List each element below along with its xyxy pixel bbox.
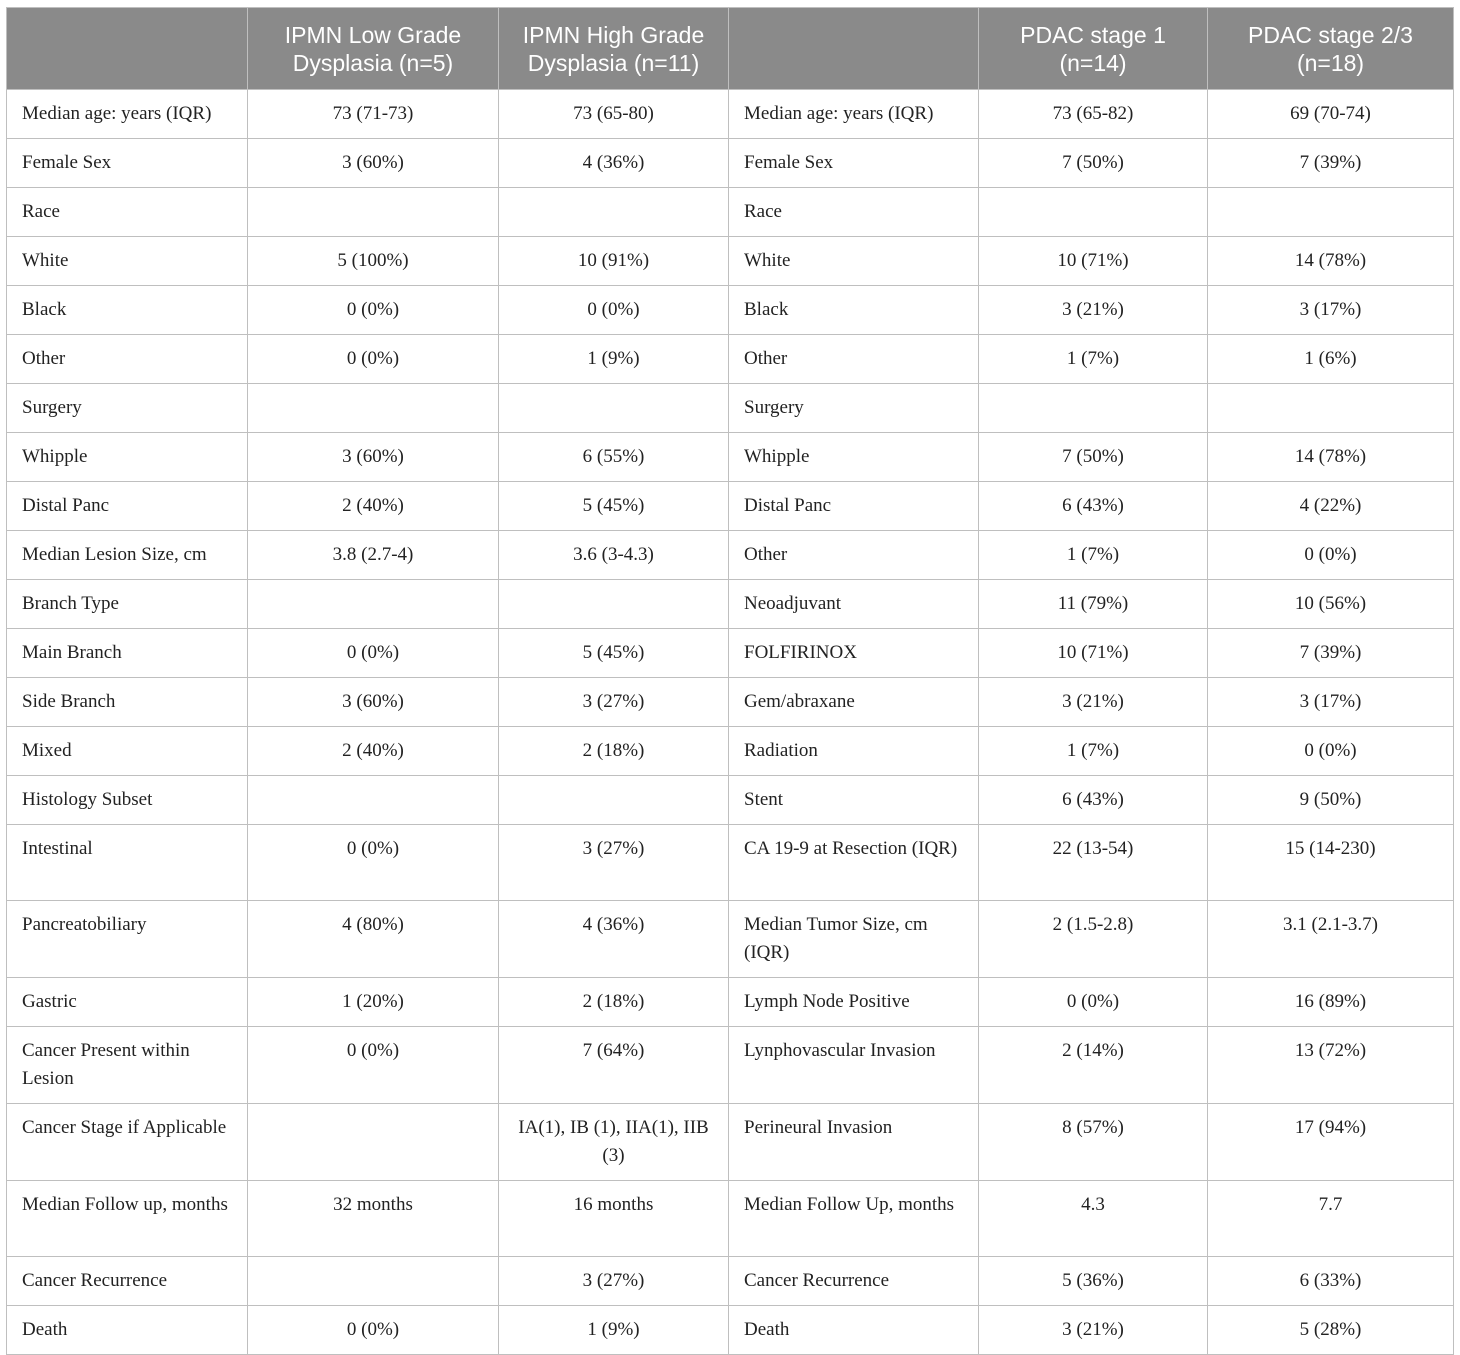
cell-ipmn-low-grade-value: 5 (100%) (248, 237, 499, 286)
table-row (7, 531, 1454, 580)
cell-ipmn-low-grade-value: 0 (0%) (248, 1027, 499, 1104)
header-ipmn-low-grade: IPMN Low Grade Dysplasia (n=5) (248, 8, 499, 90)
cell-ipmn-label: Cancer Stage if Applicable (7, 1104, 248, 1181)
cell-ipmn-label: Whipple (7, 433, 248, 482)
table-row (7, 978, 1454, 1027)
cell-pdac-stage-1-value: 1 (7%) (979, 531, 1208, 580)
table-row (7, 825, 1454, 901)
cell-ipmn-low-grade-value (248, 188, 499, 237)
cell-ipmn-high-grade-value: 5 (45%) (499, 482, 729, 531)
cell-pdac-stage-2-3-value (1208, 384, 1454, 433)
cell-pdac-stage-2-3-value: 5 (28%) (1208, 1306, 1454, 1355)
cell-ipmn-high-grade-value: 4 (36%) (499, 139, 729, 188)
cell-pdac-stage-1-value: 0 (0%) (979, 978, 1208, 1027)
cell-ipmn-high-grade-value: IA(1), IB (1), IIA(1), IIB (3) (499, 1104, 729, 1181)
table-row (7, 1104, 1454, 1181)
cell-ipmn-high-grade-value: 2 (18%) (499, 978, 729, 1027)
table-row (7, 1181, 1454, 1257)
cell-ipmn-low-grade-value: 0 (0%) (248, 629, 499, 678)
cell-ipmn-label: Main Branch (7, 629, 248, 678)
cell-ipmn-low-grade-value: 73 (71-73) (248, 90, 499, 139)
cell-pdac-stage-1-value: 6 (43%) (979, 482, 1208, 531)
cell-pdac-label: FOLFIRINOX (729, 629, 979, 678)
cell-ipmn-label: Surgery (7, 384, 248, 433)
table-row (7, 286, 1454, 335)
cell-pdac-label: Neoadjuvant (729, 580, 979, 629)
cell-ipmn-high-grade-value: 0 (0%) (499, 286, 729, 335)
cell-pdac-label: Lymph Node Positive (729, 978, 979, 1027)
cell-pdac-stage-1-value: 73 (65-82) (979, 90, 1208, 139)
cell-ipmn-high-grade-value: 10 (91%) (499, 237, 729, 286)
cell-ipmn-label: Intestinal (7, 825, 248, 901)
cell-ipmn-low-grade-value: 0 (0%) (248, 825, 499, 901)
cell-ipmn-low-grade-value: 3 (60%) (248, 139, 499, 188)
cell-ipmn-label: Distal Panc (7, 482, 248, 531)
table-row (7, 1027, 1454, 1104)
cell-pdac-label: Other (729, 531, 979, 580)
header-blank-left (7, 8, 248, 90)
table-body (7, 90, 1454, 1355)
table-row (7, 139, 1454, 188)
cell-pdac-label: White (729, 237, 979, 286)
cell-ipmn-label: White (7, 237, 248, 286)
cell-pdac-stage-2-3-value: 13 (72%) (1208, 1027, 1454, 1104)
cell-pdac-label: Cancer Recurrence (729, 1257, 979, 1306)
header-pdac-stage-2-3: PDAC stage 2/3 (n=18) (1208, 8, 1454, 90)
cell-pdac-stage-1-value: 7 (50%) (979, 433, 1208, 482)
cell-pdac-stage-1-value: 2 (14%) (979, 1027, 1208, 1104)
cell-pdac-stage-2-3-value: 17 (94%) (1208, 1104, 1454, 1181)
cell-pdac-stage-2-3-value (1208, 188, 1454, 237)
cell-ipmn-low-grade-value (248, 580, 499, 629)
cell-pdac-label: Black (729, 286, 979, 335)
cell-pdac-stage-2-3-value: 7 (39%) (1208, 139, 1454, 188)
cell-ipmn-label: Median Follow up, months (7, 1181, 248, 1257)
cell-ipmn-low-grade-value: 1 (20%) (248, 978, 499, 1027)
cell-ipmn-high-grade-value: 3.6 (3-4.3) (499, 531, 729, 580)
cell-pdac-stage-1-value: 2 (1.5-2.8) (979, 901, 1208, 978)
cell-ipmn-label: Black (7, 286, 248, 335)
cell-pdac-stage-1-value: 7 (50%) (979, 139, 1208, 188)
table-row (7, 1257, 1454, 1306)
cell-ipmn-high-grade-value: 4 (36%) (499, 901, 729, 978)
cell-ipmn-low-grade-value: 3.8 (2.7-4) (248, 531, 499, 580)
cell-pdac-label: CA 19-9 at Resection (IQR) (729, 825, 979, 901)
cell-pdac-stage-2-3-value: 7 (39%) (1208, 629, 1454, 678)
cell-ipmn-high-grade-value: 3 (27%) (499, 678, 729, 727)
cell-ipmn-label: Median Lesion Size, cm (7, 531, 248, 580)
cell-ipmn-high-grade-value: 3 (27%) (499, 1257, 729, 1306)
characteristics-table (6, 7, 1454, 1355)
cell-ipmn-low-grade-value (248, 1104, 499, 1181)
cell-ipmn-high-grade-value: 16 months (499, 1181, 729, 1257)
table-row (7, 482, 1454, 531)
cell-pdac-stage-2-3-value: 14 (78%) (1208, 433, 1454, 482)
cell-ipmn-high-grade-value: 7 (64%) (499, 1027, 729, 1104)
cell-ipmn-label: Race (7, 188, 248, 237)
cell-ipmn-label: Side Branch (7, 678, 248, 727)
table-row (7, 335, 1454, 384)
cell-pdac-stage-2-3-value: 16 (89%) (1208, 978, 1454, 1027)
cell-pdac-stage-1-value: 22 (13-54) (979, 825, 1208, 901)
cell-ipmn-label: Histology Subset (7, 776, 248, 825)
cell-pdac-stage-2-3-value: 6 (33%) (1208, 1257, 1454, 1306)
cell-pdac-stage-1-value: 3 (21%) (979, 678, 1208, 727)
cell-ipmn-low-grade-value: 3 (60%) (248, 433, 499, 482)
cell-pdac-label: Surgery (729, 384, 979, 433)
cell-ipmn-low-grade-value: 3 (60%) (248, 678, 499, 727)
cell-pdac-label: Median Follow Up, months (729, 1181, 979, 1257)
cell-pdac-stage-2-3-value: 3 (17%) (1208, 678, 1454, 727)
cell-pdac-label: Other (729, 335, 979, 384)
table-row (7, 727, 1454, 776)
table-row (7, 433, 1454, 482)
cell-pdac-stage-1-value: 10 (71%) (979, 629, 1208, 678)
table-row (7, 776, 1454, 825)
cell-pdac-stage-1-value: 3 (21%) (979, 1306, 1208, 1355)
cell-pdac-stage-2-3-value: 9 (50%) (1208, 776, 1454, 825)
cell-pdac-stage-1-value (979, 384, 1208, 433)
cell-pdac-stage-2-3-value: 69 (70-74) (1208, 90, 1454, 139)
cell-ipmn-high-grade-value (499, 188, 729, 237)
cell-pdac-stage-1-value: 8 (57%) (979, 1104, 1208, 1181)
table-row (7, 629, 1454, 678)
cell-pdac-stage-2-3-value: 14 (78%) (1208, 237, 1454, 286)
cell-ipmn-low-grade-value (248, 384, 499, 433)
cell-pdac-stage-1-value: 10 (71%) (979, 237, 1208, 286)
cell-ipmn-high-grade-value: 5 (45%) (499, 629, 729, 678)
cell-ipmn-high-grade-value (499, 384, 729, 433)
cell-ipmn-low-grade-value: 32 months (248, 1181, 499, 1257)
cell-pdac-stage-1-value: 4.3 (979, 1181, 1208, 1257)
table-row (7, 90, 1454, 139)
header-row (7, 8, 1454, 90)
cell-pdac-label: Stent (729, 776, 979, 825)
cell-ipmn-label: Other (7, 335, 248, 384)
cell-pdac-label: Female Sex (729, 139, 979, 188)
cell-pdac-stage-2-3-value: 3.1 (2.1-3.7) (1208, 901, 1454, 978)
cell-ipmn-high-grade-value (499, 776, 729, 825)
cell-ipmn-high-grade-value: 6 (55%) (499, 433, 729, 482)
cell-pdac-label: Lynphovascular Invasion (729, 1027, 979, 1104)
cell-ipmn-low-grade-value: 0 (0%) (248, 1306, 499, 1355)
cell-pdac-stage-2-3-value: 15 (14-230) (1208, 825, 1454, 901)
cell-pdac-stage-1-value: 6 (43%) (979, 776, 1208, 825)
cell-pdac-stage-2-3-value: 10 (56%) (1208, 580, 1454, 629)
header-ipmn-high-grade: IPMN High Grade Dysplasia (n=11) (499, 8, 729, 90)
table-row (7, 237, 1454, 286)
cell-pdac-stage-2-3-value: 1 (6%) (1208, 335, 1454, 384)
header-blank-middle (729, 8, 979, 90)
cell-pdac-label: Perineural Invasion (729, 1104, 979, 1181)
cell-pdac-label: Median Tumor Size, cm (IQR) (729, 901, 979, 978)
table-row (7, 580, 1454, 629)
cell-ipmn-high-grade-value: 2 (18%) (499, 727, 729, 776)
header-pdac-stage-1: PDAC stage 1 (n=14) (979, 8, 1208, 90)
table-row (7, 1306, 1454, 1355)
cell-pdac-stage-2-3-value: 0 (0%) (1208, 727, 1454, 776)
cell-pdac-stage-2-3-value: 7.7 (1208, 1181, 1454, 1257)
cell-pdac-stage-2-3-value: 4 (22%) (1208, 482, 1454, 531)
cell-pdac-label: Distal Panc (729, 482, 979, 531)
cell-ipmn-high-grade-value: 1 (9%) (499, 1306, 729, 1355)
table-row (7, 901, 1454, 978)
table-row (7, 384, 1454, 433)
cell-pdac-label: Death (729, 1306, 979, 1355)
cell-pdac-label: Median age: years (IQR) (729, 90, 979, 139)
cell-pdac-stage-1-value: 11 (79%) (979, 580, 1208, 629)
cell-ipmn-low-grade-value: 2 (40%) (248, 482, 499, 531)
cell-ipmn-label: Mixed (7, 727, 248, 776)
cell-ipmn-low-grade-value (248, 776, 499, 825)
cell-pdac-label: Whipple (729, 433, 979, 482)
cell-ipmn-label: Gastric (7, 978, 248, 1027)
cell-pdac-label: Radiation (729, 727, 979, 776)
cell-ipmn-high-grade-value: 73 (65-80) (499, 90, 729, 139)
cell-pdac-stage-2-3-value: 0 (0%) (1208, 531, 1454, 580)
cell-pdac-stage-2-3-value: 3 (17%) (1208, 286, 1454, 335)
cell-ipmn-label: Branch Type (7, 580, 248, 629)
cell-ipmn-label: Pancreatobiliary (7, 901, 248, 978)
cell-pdac-stage-1-value: 1 (7%) (979, 727, 1208, 776)
cell-ipmn-label: Female Sex (7, 139, 248, 188)
cell-pdac-stage-1-value: 1 (7%) (979, 335, 1208, 384)
cell-pdac-stage-1-value: 5 (36%) (979, 1257, 1208, 1306)
cell-pdac-label: Gem/abraxane (729, 678, 979, 727)
cell-ipmn-high-grade-value (499, 580, 729, 629)
cell-ipmn-label: Median age: years (IQR) (7, 90, 248, 139)
cell-pdac-stage-1-value: 3 (21%) (979, 286, 1208, 335)
cell-ipmn-label: Death (7, 1306, 248, 1355)
cell-ipmn-low-grade-value: 2 (40%) (248, 727, 499, 776)
cell-pdac-label: Race (729, 188, 979, 237)
cell-ipmn-low-grade-value: 0 (0%) (248, 286, 499, 335)
cell-ipmn-label: Cancer Recurrence (7, 1257, 248, 1306)
cell-ipmn-low-grade-value: 4 (80%) (248, 901, 499, 978)
cell-ipmn-low-grade-value (248, 1257, 499, 1306)
cell-ipmn-high-grade-value: 3 (27%) (499, 825, 729, 901)
cell-ipmn-label: Cancer Present within Lesion (7, 1027, 248, 1104)
cell-ipmn-high-grade-value: 1 (9%) (499, 335, 729, 384)
table-row (7, 678, 1454, 727)
table-row (7, 188, 1454, 237)
cell-pdac-stage-1-value (979, 188, 1208, 237)
cell-ipmn-low-grade-value: 0 (0%) (248, 335, 499, 384)
